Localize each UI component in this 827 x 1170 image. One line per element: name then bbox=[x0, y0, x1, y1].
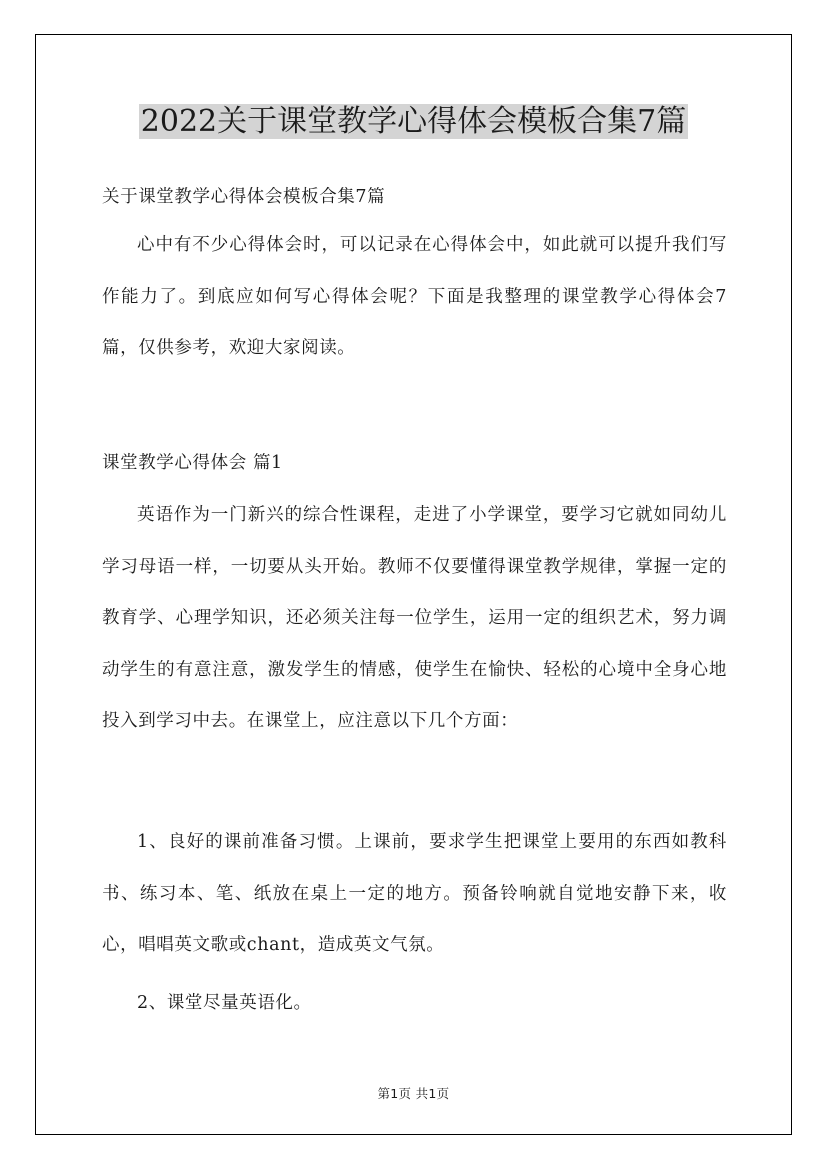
document-title-text: 2022关于课堂教学心得体会模板合集7篇 bbox=[140, 104, 687, 139]
document-subtitle: 关于课堂教学心得体会模板合集7篇 bbox=[102, 187, 386, 207]
document-title bbox=[0, 100, 827, 144]
section-heading: 课堂教学心得体会 篇1 bbox=[102, 453, 283, 473]
intro-paragraph: 心中有不少心得体会时，可以记录在心得体会中，如此就可以提升我们写作能力了。到底应如何写心得体会呢？下面是我整理的课堂教学心得体会7篇，仅供参考，欢迎大家阅读。 bbox=[102, 235, 727, 358]
list-item-2: 2、课堂尽量英语化。 bbox=[137, 993, 312, 1013]
section-paragraph: 英语作为一门新兴的综合性课程，走进了小学课堂，要学习它就如同幼儿学习母语一样，一切要从头开始。教师不仅要懂得课堂教学规律，掌握一定的教育学、心理学知识，还必须关注每一位学生，运用一定的组织艺术，努力调动学生的有意注意，激发学生的情感，使学生在愉快、轻松的心境中全身心地投入到学习中去。在课堂上，应注意以下几个方面： bbox=[102, 505, 727, 731]
list-item-1: 1、良好的课前准备习惯。上课前，要求学生把课堂上要用的东西如教科书、练习本、笔、纸放在桌上一定的地方。预备铃响就自觉地安静下来，收心，唱唱英文歌或chant，造成英文气氛。 bbox=[102, 832, 727, 955]
page-footer: 第1页 共1页 bbox=[377, 1086, 450, 1101]
